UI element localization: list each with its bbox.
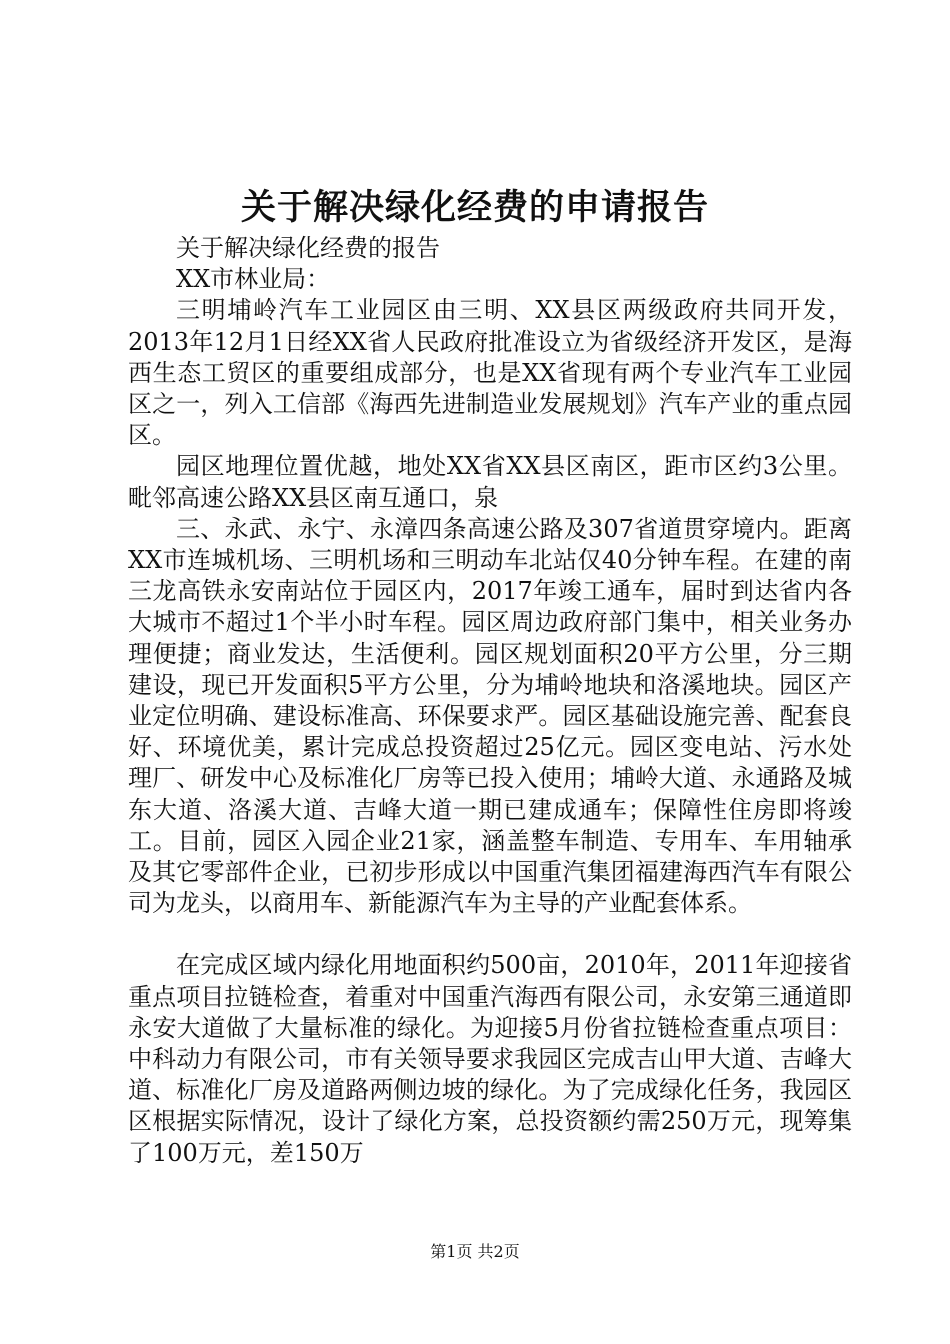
addressee: XX市林业局： (176, 265, 331, 294)
document-title: 关于解决绿化经费的申请报告 (240, 187, 709, 228)
paragraph-location: 园区地理位置优越，地处XX省XX县区南区，距市区约3公里。毗邻高速公路XX县区南互通口，泉 (128, 452, 852, 512)
paragraph-greening: 在完成区域内绿化用地面积约500亩，2010年，2011年迎接省重点项目拉链检查，着重对中国重汽海西有限公司，永安第三通道即永安大道做了大量标准的绿化。为迎接5月份省拉链检查重点项目：中科动力有限公司，市有关领导要求我园区完成吉山甲大道、吉峰大道、标准化厂房及道路两侧边坡的绿化。为了完成绿化任务，我园区区根据实际情况，设计了绿化方案，总投资额约需250万元，现筹集了100万元，差150万 (128, 951, 852, 1167)
paragraph-intro: 三明埔岭汽车工业园区由三明、XX县区两级政府共同开发，2013年12月1日经XX省人民政府批准设立为省级经济开发区，是海西生态工贸区的重要组成部分，也是XX省现有两个专业汽车工业园区之一，列入工信部《海西先进制造业发展规划》汽车产业的重点园区。 (128, 296, 852, 450)
page-footer: 第1页 共2页 (430, 1242, 520, 1261)
document-body (128, 233, 852, 1169)
paragraph-transport: 三、永武、永宁、永漳四条高速公路及307省道贯穿境内。距离XX市连城机场、三明机场和三明动车北站仅40分钟车程。在建的南三龙高铁永安南站位于园区内，2017年竣工通车，届时到达省内各大城市不超过1个半小时车程。园区周边政府部门集中，相关业务办理便捷；商业发达，生活便利。园区规划面积20平方公里，分三期建设，现已开发面积5平方公里，分为埔岭地块和洛溪地块。园区产业定位明确、建设标准高、环保要求严。园区基础设施完善、配套良好、环境优美，累计完成总投资超过25亿元。园区变电站、污水处理厂、研发中心及标准化厂房等已投入使用；埔岭大道、永通路及城东大道、洛溪大道、吉峰大道一期已建成通车；保障性住房即将竣工。目前，园区入园企业21家，涵盖整车制造、专用车、车用轴承及其它零部件企业，已初步形成以中国重汽集团福建海西汽车有限公司为龙头，以商用车、新能源汽车为主导的产业配套体系。 (128, 514, 852, 918)
document-subtitle: 关于解决绿化经费的报告 (176, 234, 440, 262)
